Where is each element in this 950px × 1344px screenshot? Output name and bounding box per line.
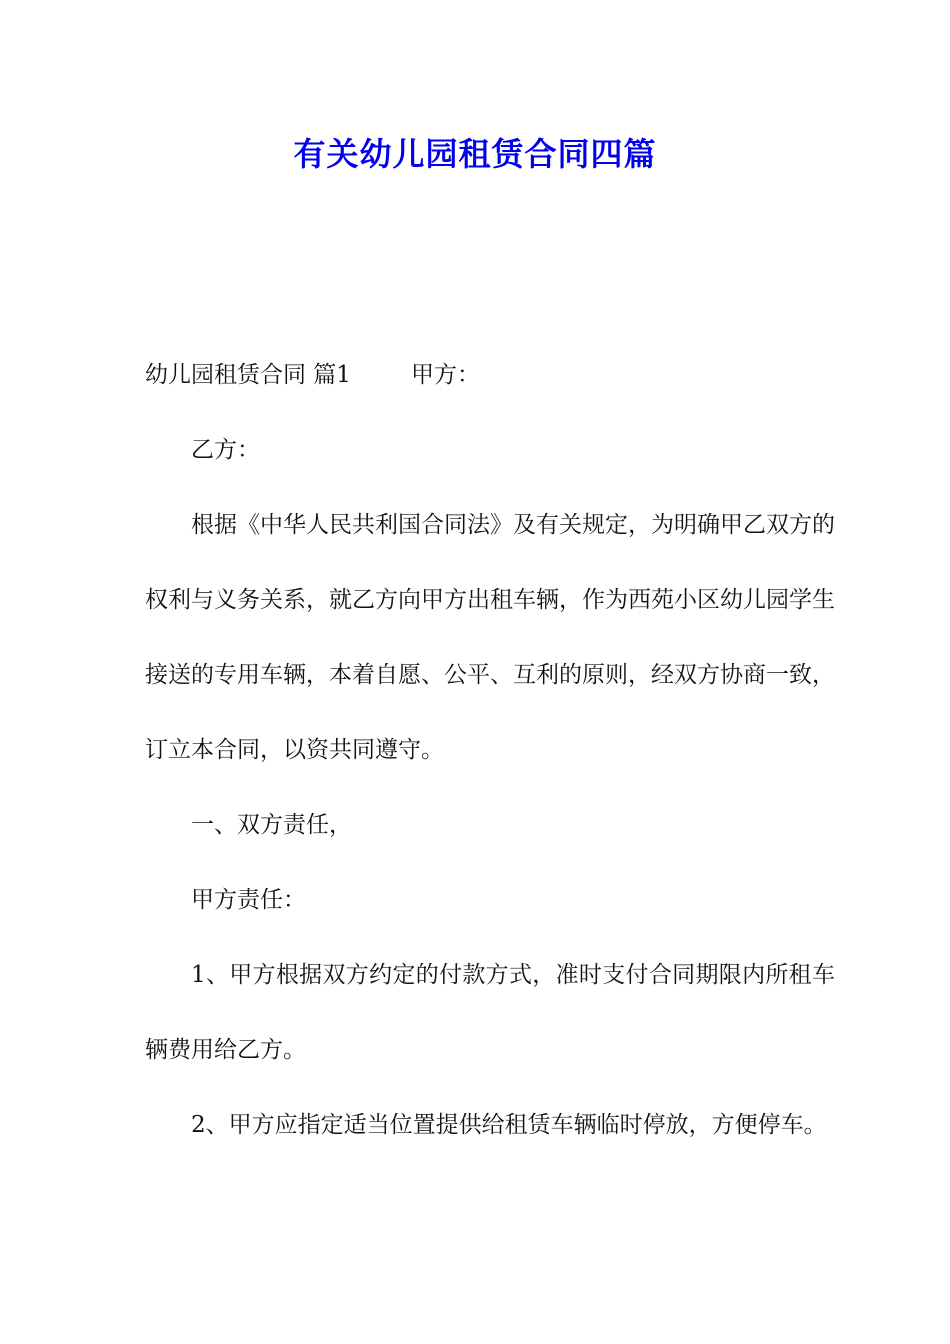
party-a-responsibility-heading: 甲方责任： (191, 887, 306, 913)
contract-heading-line (145, 338, 835, 413)
clause-1: 1、甲方根据双方约定的付款方式，准时支付合同期限内所租车辆费用给乙方。 (145, 962, 835, 1063)
contract-heading: 幼儿园租赁合同 篇1 (145, 362, 351, 388)
section-heading: 一、双方责任， (191, 812, 352, 838)
party-b-label: 乙方： (191, 437, 260, 463)
document-body (145, 338, 835, 1163)
clause-2: 2、甲方应指定适当位置提供给租赁车辆临时停放，方便停车。 (191, 1112, 827, 1138)
party-a-label: 甲方： (410, 362, 480, 388)
document-title: 有关幼儿园租赁合同四篇 (293, 135, 657, 173)
intro-paragraph: 根据《中华人民共利国合同法》及有关规定，为明确甲乙双方的权利与义务关系，就乙方向甲方出租车辆，作为西苑小区幼儿园学生接送的专用车辆，本着自愿、公平、互利的原则，经双方协商一致，订立本合同，以资共同遵守。 (145, 512, 835, 763)
